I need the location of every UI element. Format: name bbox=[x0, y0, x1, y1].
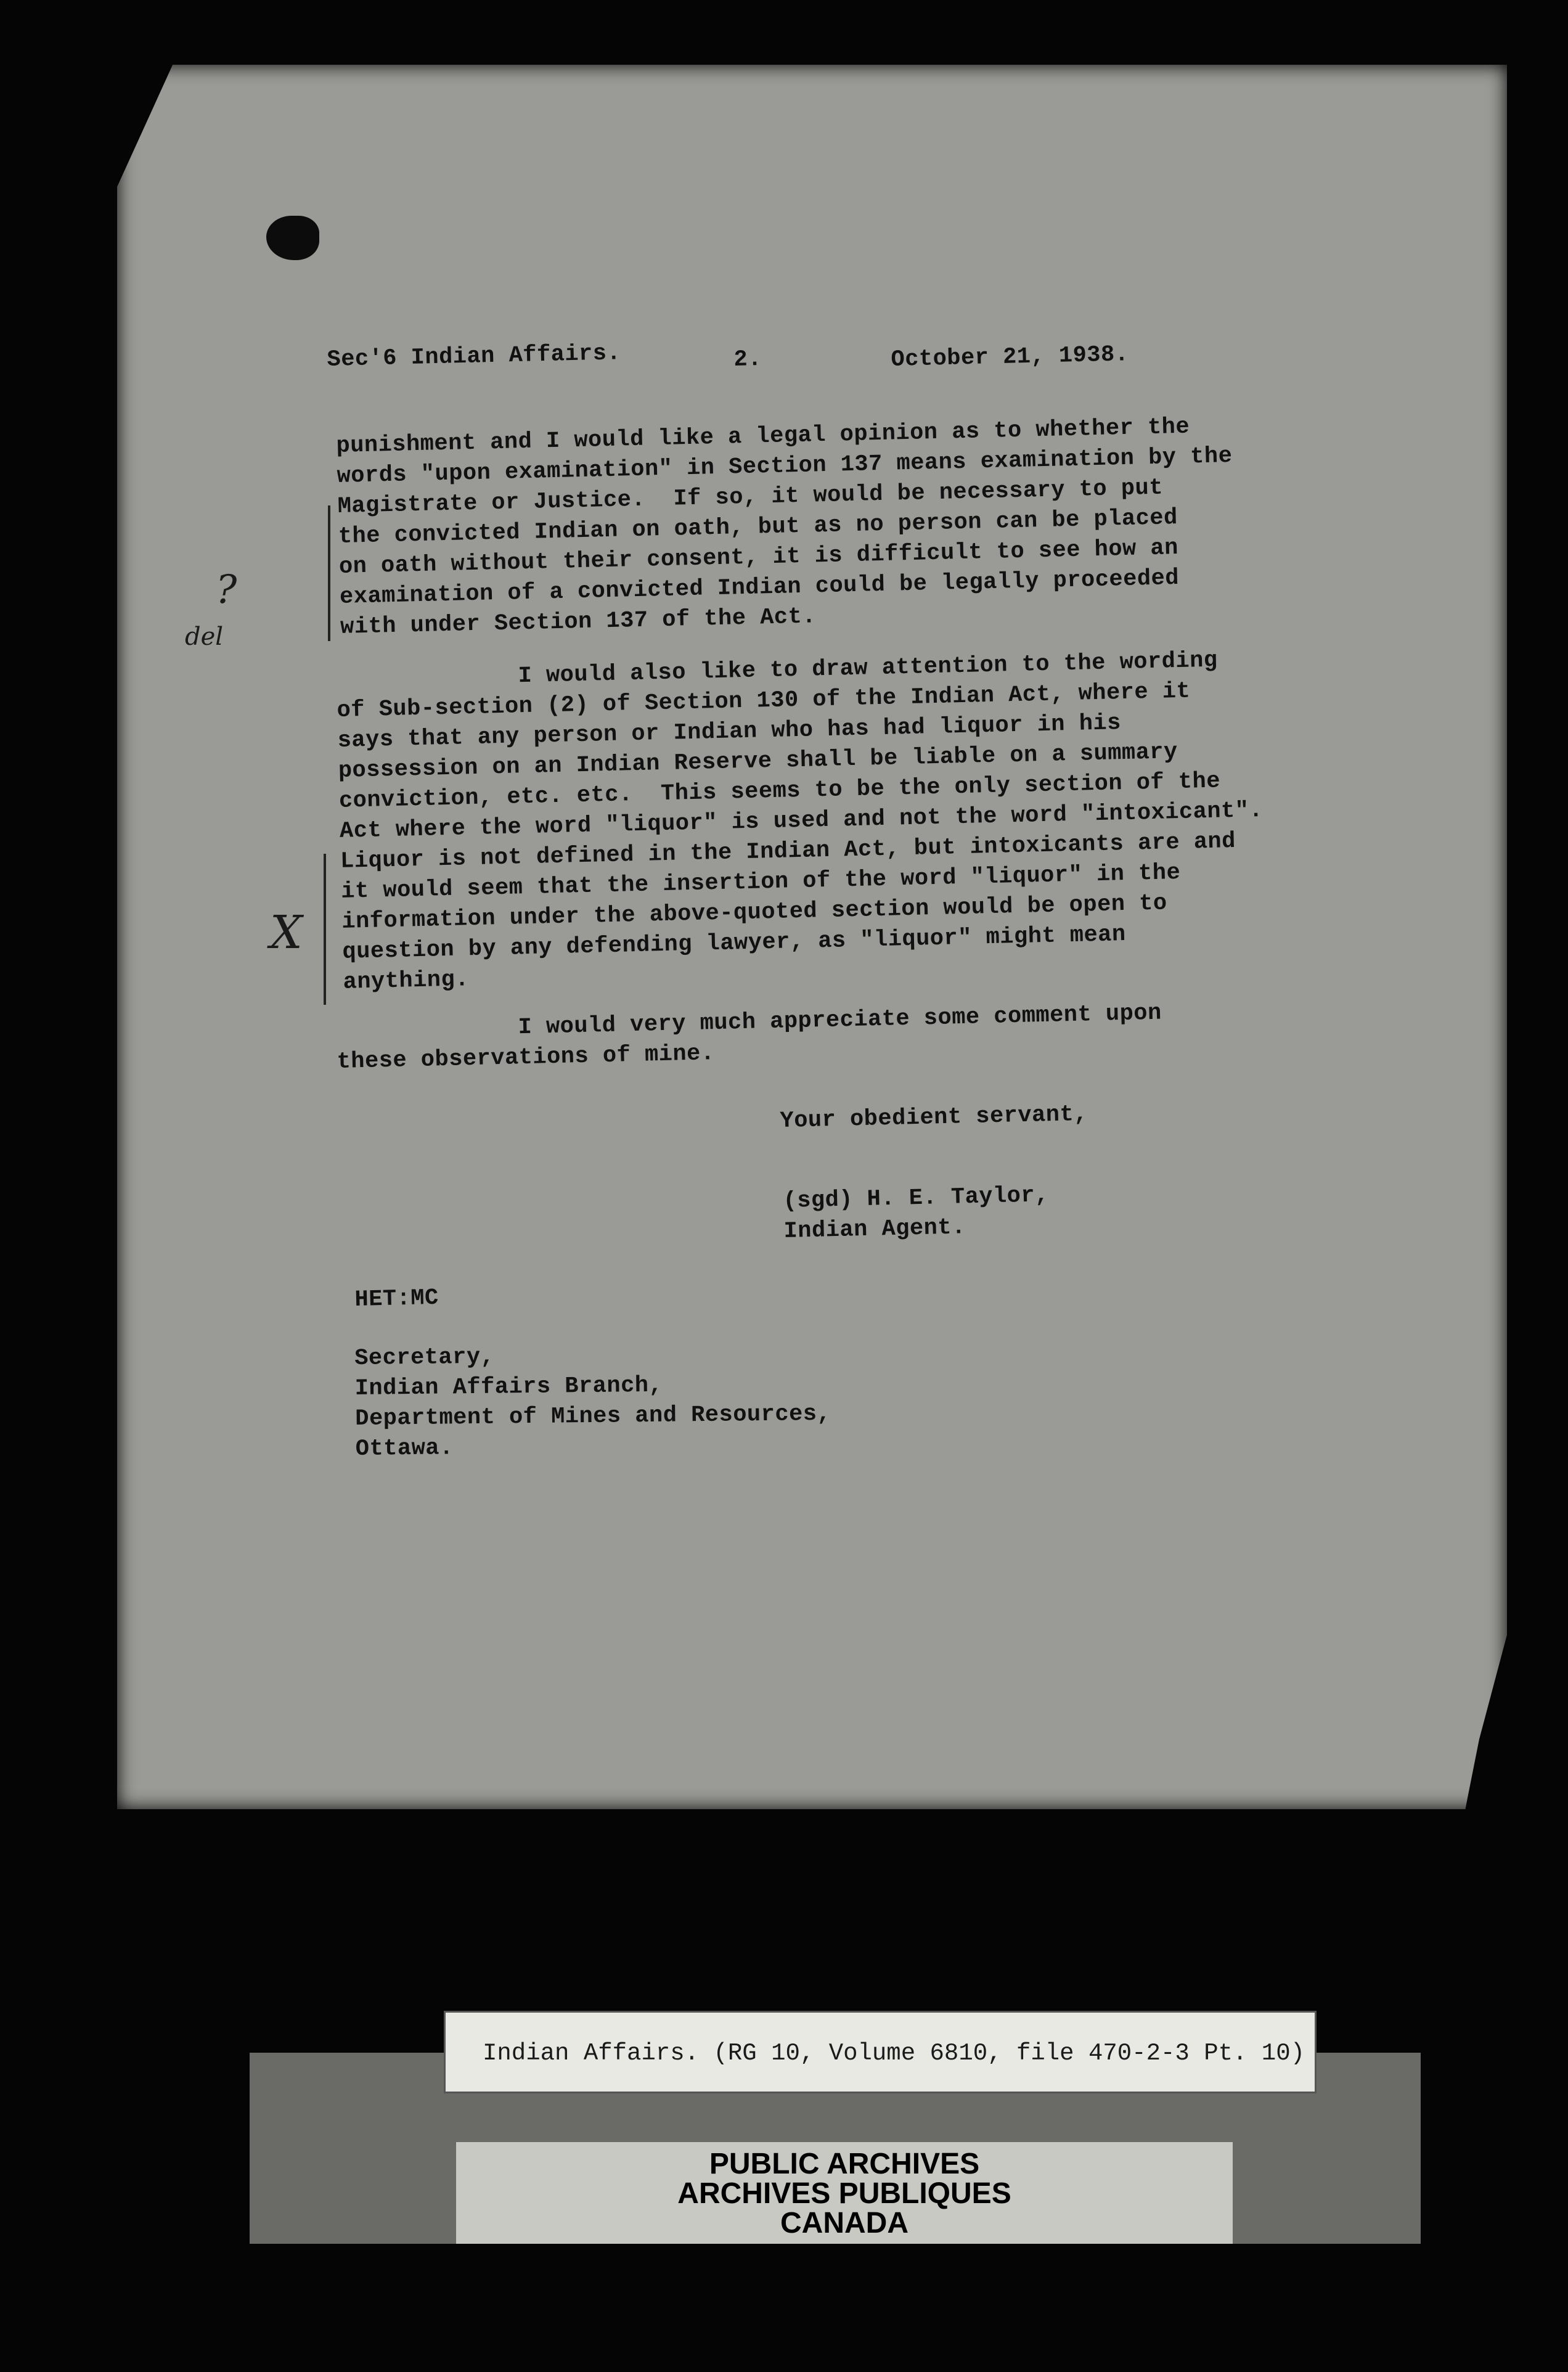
archive-reference-label bbox=[444, 2011, 1317, 2093]
stamp-line-2: ARCHIVES PUBLIQUES bbox=[677, 2177, 1011, 2210]
margin-mark-bracket bbox=[324, 854, 326, 1005]
closing-salutation: Your obedient servant, bbox=[780, 1101, 1088, 1134]
paragraph-3: I would very much appreciate some comment upon these observations of mine. bbox=[336, 1000, 1162, 1075]
handwritten-x-mark: X bbox=[270, 906, 303, 959]
page-number: 2. bbox=[733, 346, 762, 373]
signature-block: (sgd) H. E. Taylor, Indian Agent. bbox=[783, 1182, 1050, 1245]
handwritten-question-mark: ? bbox=[216, 567, 237, 613]
margin-mark-bracket bbox=[328, 505, 330, 641]
archive-reference-text: Indian Affairs. (RG 10, Volume 6810, file 470-2-3 Pt. 10) bbox=[483, 2040, 1305, 2067]
letter-date: October 21, 1938. bbox=[891, 341, 1129, 373]
paragraph-2: I would also like to draw attention to the wording of Sub-section (2) of Section 130 of the Indian Act, where it says that any person or Indian who has had liquor in his possession on an Indian Reserve shall be liable on a summary conviction, etc. etc. This seems to be the only section of the Act where the word "liquor" is used and not the word "intoxicant". Liquor is not defined in the Indian Act, but intoxicants are and it would seem that the insertion of the word "liquor" in the information under the above-quoted section would be open to question by any defending lawyer, as "liquor" might mean anything. bbox=[336, 647, 1264, 996]
stamp-line-1: PUBLIC ARCHIVES bbox=[709, 2148, 980, 2180]
archive-stamp bbox=[456, 2142, 1233, 2244]
paragraph-1: punishment and I would like a legal opinion as to whether the words "upon examination" in Section 137 means examination by the Magistrate or Justice. If so, it would be necessary to put the convicted Indian on oath, but as no person can be placed on oath without their consent, it is difficult to see how an examination of a convicted Indian could be legally proceeded with under Section 137 of the Act. bbox=[336, 414, 1233, 640]
typist-initials: HET:MC bbox=[354, 1285, 439, 1313]
letter-header-file-reference: Sec'6 Indian Affairs. bbox=[327, 340, 621, 373]
handwritten-initials: del bbox=[185, 623, 224, 651]
stamp-line-3: CANADA bbox=[780, 2207, 909, 2239]
ink-blot bbox=[266, 216, 319, 260]
addressee-block: Secretary, Indian Affairs Branch, Department of Mines and Resources, Ottawa. bbox=[354, 1344, 831, 1462]
